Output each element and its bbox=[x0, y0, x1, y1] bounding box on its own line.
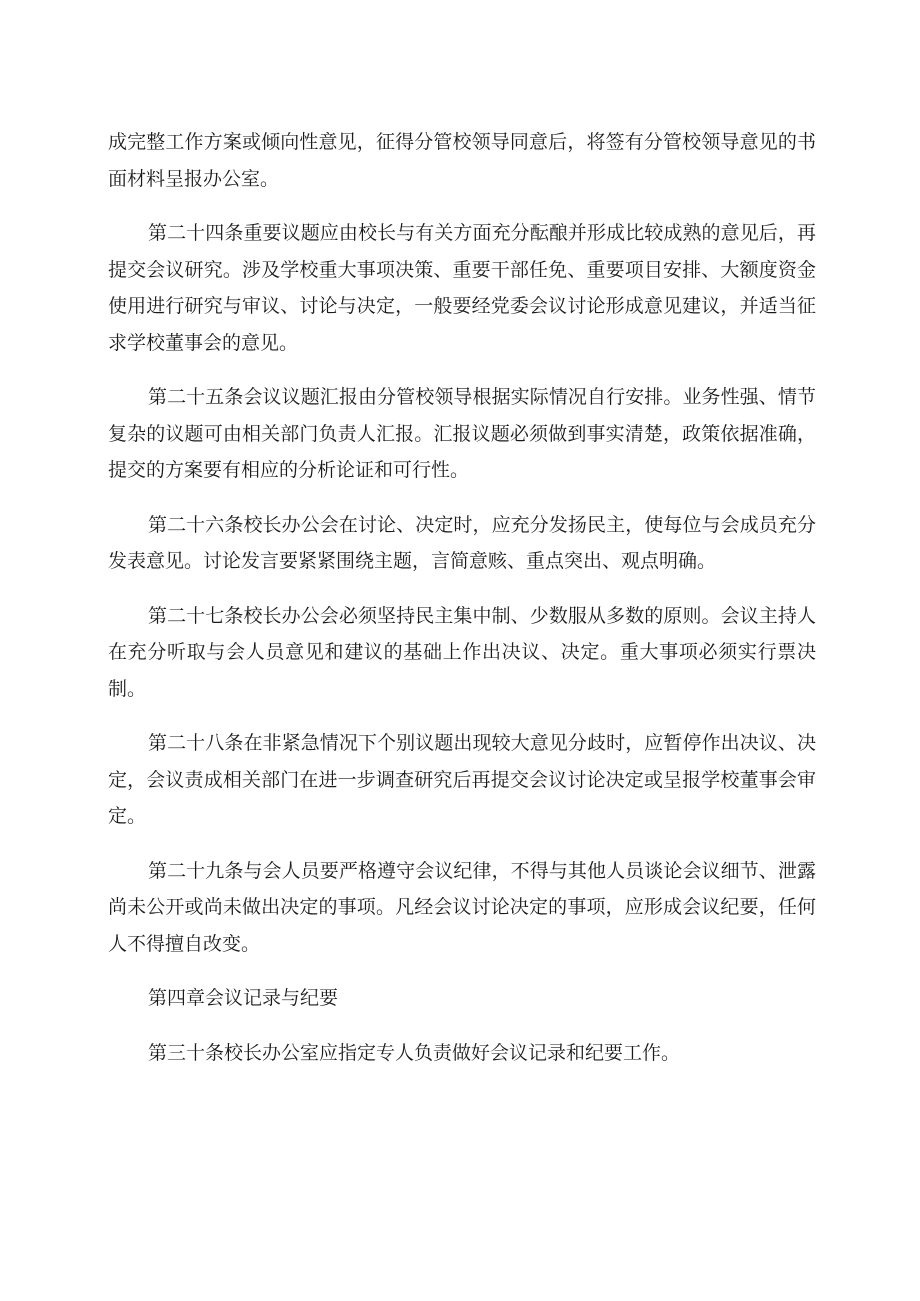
paragraph-continuation: 成完整工作方案或倾向性意见，征得分管校领导同意后，将签有分管校领导意见的书面材料呈报办公室。 bbox=[108, 131, 816, 190]
document-body bbox=[108, 124, 816, 1089]
paragraph-article-28: 第二十八条在非紧急情况下个别议题出现较大意见分歧时，应暂停作出决议、决定，会议责成相关部门在进一步调查研究后再提交会议讨论决定或呈报学校董事会审定。 bbox=[108, 732, 816, 827]
paragraph-article-25: 第二十五条会议议题汇报由分管校领导根据实际情况自行安排。业务性强、情节复杂的议题可由相关部门负责人汇报。汇报议题必须做到事实清楚，政策依据准确，提交的方案要有相应的分析论证和可行性。 bbox=[108, 386, 816, 481]
paragraph-article-30: 第三十条校长办公室应指定专人负责做好会议记录和纪要工作。 bbox=[148, 1041, 681, 1064]
paragraph-article-24: 第二十四条重要议题应由校长与有关方面充分酝酿并形成比较成熟的意见后，再提交会议研究。涉及学校重大事项决策、重要干部任免、重要项目安排、大额度资金使用进行研究与审议、讨论与决定，一般要经党委会议讨论形成意见建议，并适当征求学校董事会的意见。 bbox=[108, 222, 816, 354]
paragraph-article-29: 第二十九条与会人员要严格遵守会议纪律，不得与其他人员谈论会议细节、泄露尚未公开或尚未做出决定的事项。凡经会议讨论决定的事项，应形成会议纪要，任何人不得擅自改变。 bbox=[108, 859, 816, 955]
paragraph-article-26: 第二十六条校长办公会在讨论、决定时，应充分发扬民主，使每位与会成员充分发表意见。讨论发言要紧紧围绕主题，言简意赅、重点突出、观点明确。 bbox=[108, 513, 816, 572]
chapter-heading: 第四章会议记录与纪要 bbox=[148, 987, 339, 1009]
paragraph-article-27: 第二十七条校长办公会必须坚持民主集中制、少数服从多数的原则。会议主持人在充分听取与会人员意见和建议的基础上作出决议、决定。重大事项必须实行票决制。 bbox=[108, 604, 816, 700]
